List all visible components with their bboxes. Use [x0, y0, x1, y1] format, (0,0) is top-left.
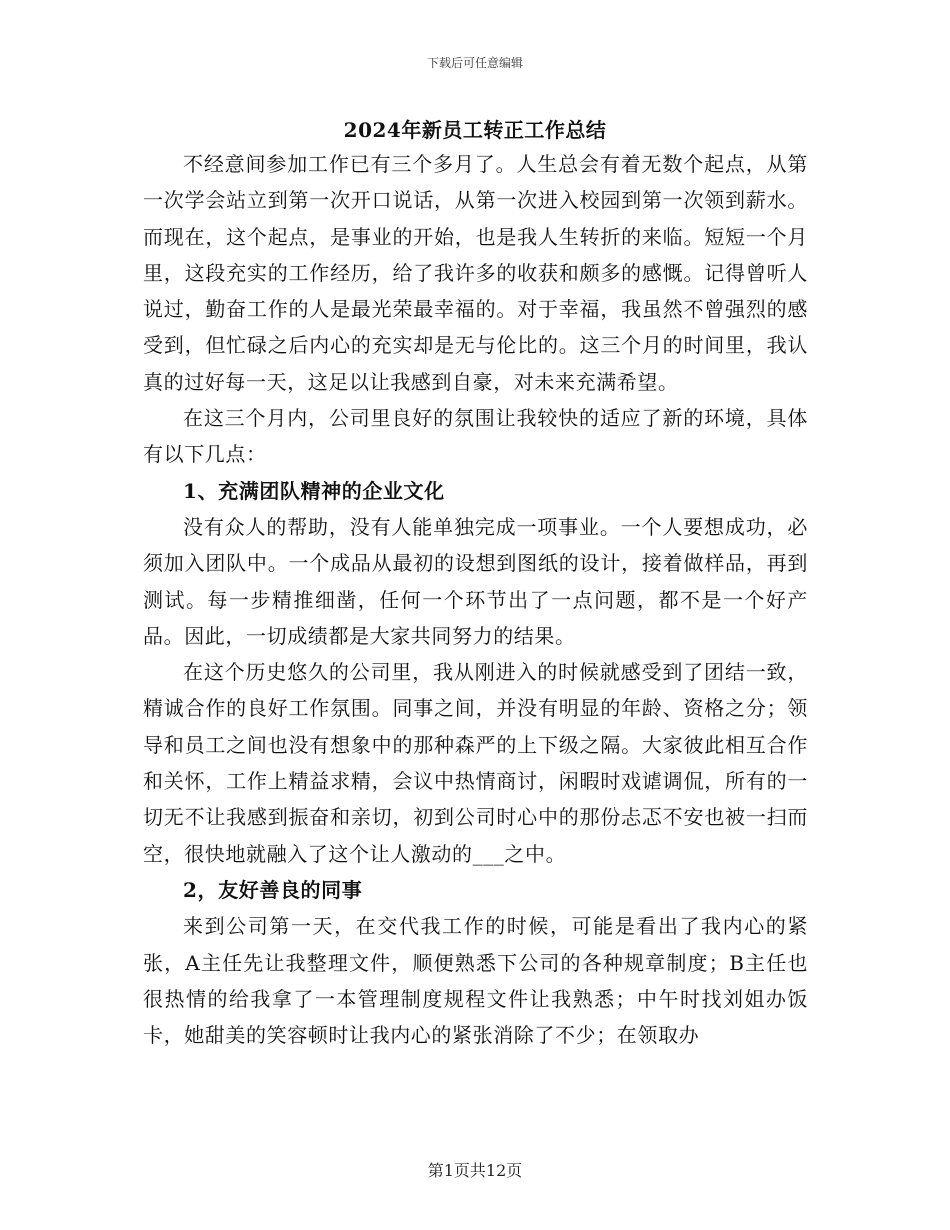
- document-body: [143, 146, 808, 1053]
- paragraph-colleagues-1: 来到公司第一天，在交代我工作的时候，可能是看出了我内心的紧张，A主任先让我整理文件，顺便熟悉下公司的各种规章制度；B主任也很热情的给我拿了一本管理制度规程文件让我熟悉；中午时找刘姐办饭卡，她甜美的笑容顿时让我内心的紧张消除了不少；在领取办: [143, 914, 808, 1048]
- section-heading-colleagues: 2，友好善良的同事: [183, 877, 363, 902]
- page-footer: 第1页共12页: [427, 1161, 523, 1180]
- paragraph-team-1: 没有众人的帮助，没有人能单独完成一项事业。一个人要想成功，必须加入团队中。一个成品从最初的设想到图纸的设计，接着做样品，再到测试。每一步精推细凿，任何一个环节出了一点问题，都不是一个好产品。因此，一切成绩都是大家共同努力的结果。: [143, 514, 808, 648]
- paragraph-team-2: 在这个历史悠久的公司里，我从刚进入的时候就感受到了团结一致，精诚合作的良好工作氛围。同事之间，并没有明显的年龄、资格之分；领导和员工之间也没有想象中的那种森严的上下级之隔。大家彼此相互合作和关怀，工作上精益求精，会议中热情商讨，闲暇时戏谑调侃，所有的一切无不让我感到振奋和亲切，初到公司时心中的那份忐忑不安也被一扫而空，很快地就融入了这个让人激动的___之中。: [143, 660, 808, 866]
- header-note: 下载后可任意编辑: [426, 56, 523, 70]
- paragraph-intro: 不经意间参加工作已有三个多月了。人生总会有着无数个起点，从第一次学会站立到第一次开口说话，从第一次进入校园到第一次领到薪水。而现在，这个起点，是事业的开始，也是我人生转折的来临。短短一个月里，这段充实的工作经历，给了我许多的收获和颇多的感慨。记得曾听人说过，勤奋工作的人是最光荣最幸福的。对于幸福，我虽然不曾强烈的感受到，但忙碌之后内心的充实却是无与伦比的。这三个月的时间里，我认真的过好每一天，这足以让我感到自豪，对未来充满希望。: [143, 152, 808, 394]
- paragraph-overview: 在这三个月内，公司里良好的氛围让我较快的适应了新的环境，具体有以下几点：: [143, 406, 808, 467]
- section-heading-team-culture: 1、充满团队精神的企业文化: [183, 478, 445, 503]
- document-title: 2024年新员工转正工作总结: [343, 118, 607, 142]
